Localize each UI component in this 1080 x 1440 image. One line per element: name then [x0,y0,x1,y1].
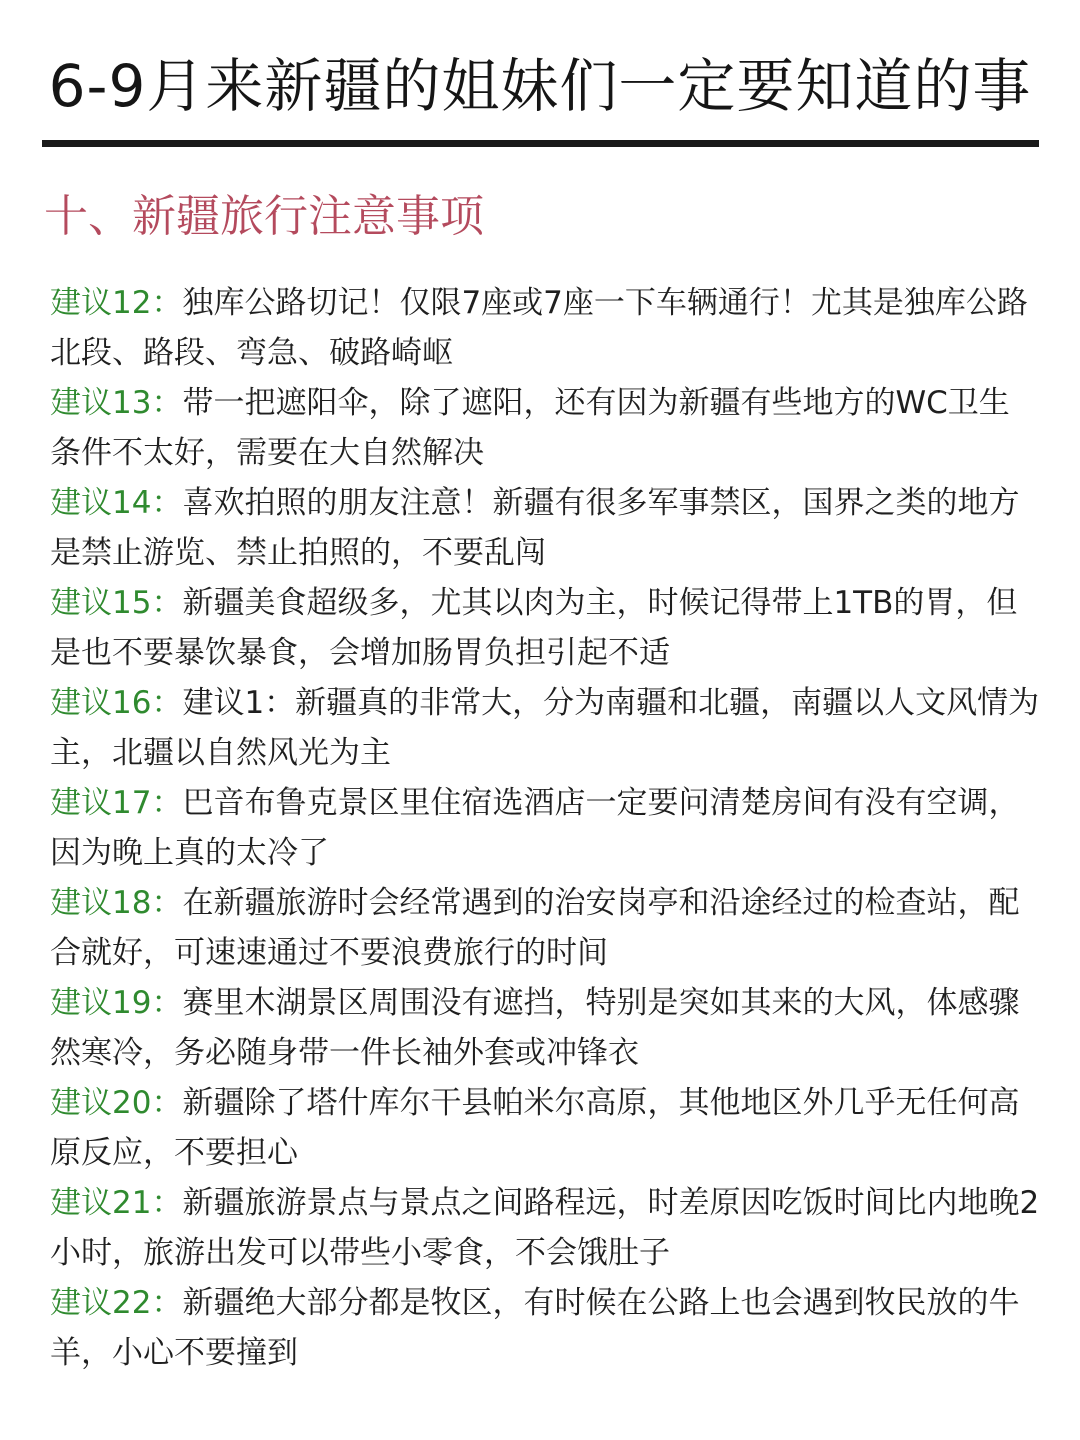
tip-item [50,1278,1040,1378]
tip-text: 建议1：新疆真的非常大，分为南疆和北疆，南疆以人文风情为主，北疆以自然风光为主 [50,685,1040,771]
section-heading: 十、新疆旅行注意事项 [44,191,484,242]
tip-text: 巴音布鲁克景区里住宿选酒店一定要问清楚房间有没有空调，因为晚上真的太冷了 [50,785,1020,871]
tip-label: 建议18： [50,885,183,921]
tip-label: 建议17： [50,785,183,821]
tip-text: 新疆除了塔什库尔干县帕米尔高原，其他地区外几乎无任何高原反应，不要担心 [50,1085,1020,1171]
tip-item [50,878,1040,978]
tip-label: 建议20： [50,1085,183,1121]
tips-list [50,278,1040,1378]
tip-text: 在新疆旅游时会经常遇到的治安岗亭和沿途经过的检查站，配合就好，可速速通过不要浪费旅行的时间 [50,885,1020,971]
tip-label: 建议14： [50,485,183,521]
tip-item [50,478,1040,578]
tip-label: 建议12： [50,285,183,321]
tip-text: 喜欢拍照的朋友注意！新疆有很多军事禁区，国界之类的地方是禁止游览、禁止拍照的，不要乱闯 [50,485,1020,571]
tip-label: 建议21： [50,1185,183,1221]
title-divider [42,140,1039,147]
tip-text: 新疆美食超级多，尤其以肉为主，时候记得带上1TB的胃，但是也不要暴饮暴食，会增加肠胃负担引起不适 [50,585,1018,671]
tip-item [50,278,1040,378]
tip-item [50,978,1040,1078]
tip-label: 建议22： [50,1285,183,1321]
page-title: 6-9月来新疆的姐妹们一定要知道的事 [48,52,1032,120]
tip-text: 独库公路切记！仅限7座或7座一下车辆通行！尤其是独库公路北段、路段、弯急、破路崎岖 [50,285,1028,371]
tip-label: 建议15： [50,585,183,621]
tip-item [50,378,1040,478]
tip-item [50,1178,1040,1278]
tip-item [50,578,1040,678]
tip-item [50,1078,1040,1178]
tip-label: 建议13： [50,385,183,421]
tip-label: 建议19： [50,985,183,1021]
tip-text: 带一把遮阳伞，除了遮阳，还有因为新疆有些地方的WC卫生条件不太好，需要在大自然解决 [50,385,1010,471]
tip-text: 新疆旅游景点与景点之间路程远，时差原因吃饭时间比内地晚2小时，旅游出发可以带些小零食，不会饿肚子 [50,1185,1040,1271]
tip-item [50,778,1040,878]
tip-label: 建议16： [50,685,183,721]
tip-text: 新疆绝大部分都是牧区，有时候在公路上也会遇到牧民放的牛羊，小心不要撞到 [50,1285,1020,1371]
tip-item [50,678,1040,778]
tip-text: 赛里木湖景区周围没有遮挡，特别是突如其来的大风，体感骤然寒冷，务必随身带一件长袖外套或冲锋衣 [50,985,1020,1071]
